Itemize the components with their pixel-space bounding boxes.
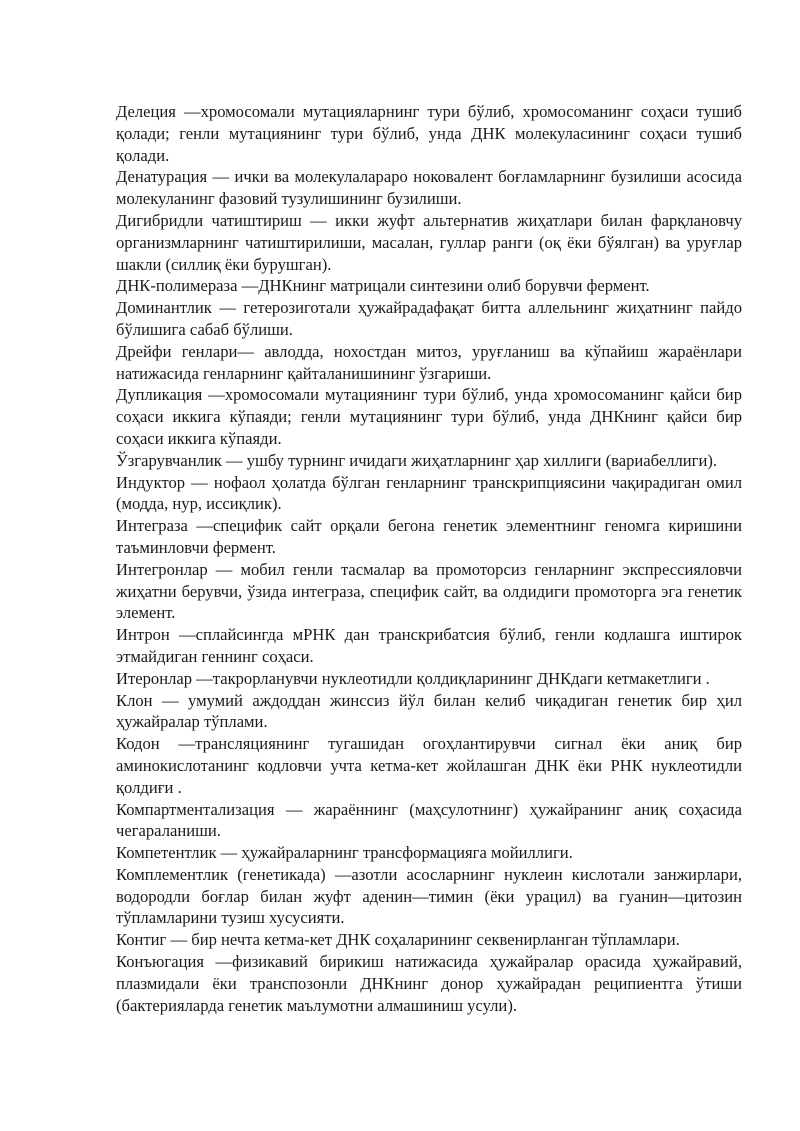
- glossary-entry-clone: Клон — умумий аждоддан жинссиз йўл билан келиб чиқадиган генетик бир ҳил ҳужайралар тўплами.: [116, 690, 742, 732]
- glossary-page: [116, 101, 742, 1016]
- glossary-entry-dihybrid-cross: Дигибридли чатиштириш — икки жуфт альтернатив жиҳатлари билан фарқлановчу организмларнинг чатиштирилиши, масалан, гуллар ранги (оқ ёки бўялган) ва уруғлар шакли (силлиқ ёки бурушган).: [116, 210, 742, 274]
- glossary-entry-variability: Ўзгарувчанлик — ушбу турнинг ичидаги жиҳатларнинг ҳар хиллиги (вариабеллиги).: [116, 450, 718, 470]
- glossary-entry-codon: Кодон —трансляциянинг тугашидан огоҳлантирувчи сигнал ёки аниқ бир аминокислотанинг кодловчи учта кетма-кет жойлашган ДНК ёки РНК нуклеотидли қолдиғи .: [116, 734, 742, 797]
- glossary-entry-conjugation: Конъюгация —физикавий бирикиш натижасида ҳужайралар орасида ҳужайравий, плазмидали ёки транспозонли ДНКнинг донор ҳужайрадан реципиентга ўтиши (бактерияларда генетик маълумотни алмашиниш усули).: [116, 952, 742, 1015]
- glossary-entry-contig: Контиг — бир нечта кетма-кет ДНК соҳаларининг секвенирланган тўпламлари.: [116, 930, 680, 950]
- glossary-entry-duplication: Дупликация —хромосомали мутациянинг тури бўлиб, унда хромосоманинг қайси бир соҳаси иккига кўпаяди; генли мутациянинг тури бўлиб, унда ДНКнинг қайси бир соҳаси иккига кўпаяди.: [116, 385, 742, 448]
- glossary-entry-intron: Интрон —сплайсингда мРНК дан транскрибатсия бўлиб, генли кодлашга иштирок этмайдиган геннинг соҳаси.: [116, 625, 742, 666]
- glossary-entry-compartmentalization: Компартментализация — жараённинг (маҳсулотнинг) ҳужайранинг аниқ соҳасида чегараланиши.: [116, 799, 742, 841]
- glossary-entry-dna-polymerase: ДНК-полимераза —ДНКнинг матрицали синтезини олиб борувчи фермент.: [116, 276, 650, 296]
- glossary-entry-dominance: Доминантлик — гетерозиготали ҳужайрадафақат битта аллельнинг жиҳатнинг пайдо бўлишига сабаб бўлиши.: [116, 298, 742, 339]
- glossary-entry-iterons: Итеронлар —такрорланувчи нуклеотидли қолдиқларининг ДНКдаги кетмакетлиги .: [116, 668, 710, 688]
- glossary-entry-integrons: Интегронлар — мобил генли тасмалар ва промоторсиз генларнинг экспрессияловчи жиҳатни берувчи, ўзида интеграза, специфик сайт, ва олдидиги промоторга эга генетик элемент.: [116, 559, 742, 623]
- glossary-entry-inducer: Индуктор — нофаол ҳолатда бўлган генларнинг транскрипциясини чақирадиган омил (модда, нур, иссиқлик).: [116, 472, 742, 514]
- glossary-entry-gene-drift: Дрейфи генлари— авлодда, нохостдан митоз, уруғланиш ва кўпайиш жараёнлари натижасида генларнинг қайталанишининг ўзгариши.: [116, 341, 742, 383]
- glossary-entry-denaturation: Денатурация — ички ва молекулалараро нoковалент боғламларнинг бузилиши асосида молекуланинг фазовий тузулишининг бузилиши.: [116, 167, 742, 209]
- glossary-entry-integrase: Интеграза —специфик сайт орқали бегона генетик элементнинг геномга киришини таъминловчи фермент.: [116, 516, 742, 557]
- glossary-entry-deletion: Делеция —хромосомали мутацияларнинг тури бўлиб, хромосоманинг соҳаси тушиб қолади; генли мутациянинг тури бўлиб, унда ДНК молекуласининг соҳаси тушиб қолади.: [116, 102, 742, 165]
- glossary-entry-competence: Компетентлик — ҳужайраларнинг трансформацияга мойиллиги.: [116, 843, 573, 863]
- glossary-entry-complementarity: Комплементлик (генетикада) —азотли асосларнинг нуклеин кислотали занжирлари, водородли боғлар билан жуфт аденин—тимин (ёки урацил) ва гуанин—цитозин тўпламларини тузиш хусусияти.: [116, 864, 742, 928]
